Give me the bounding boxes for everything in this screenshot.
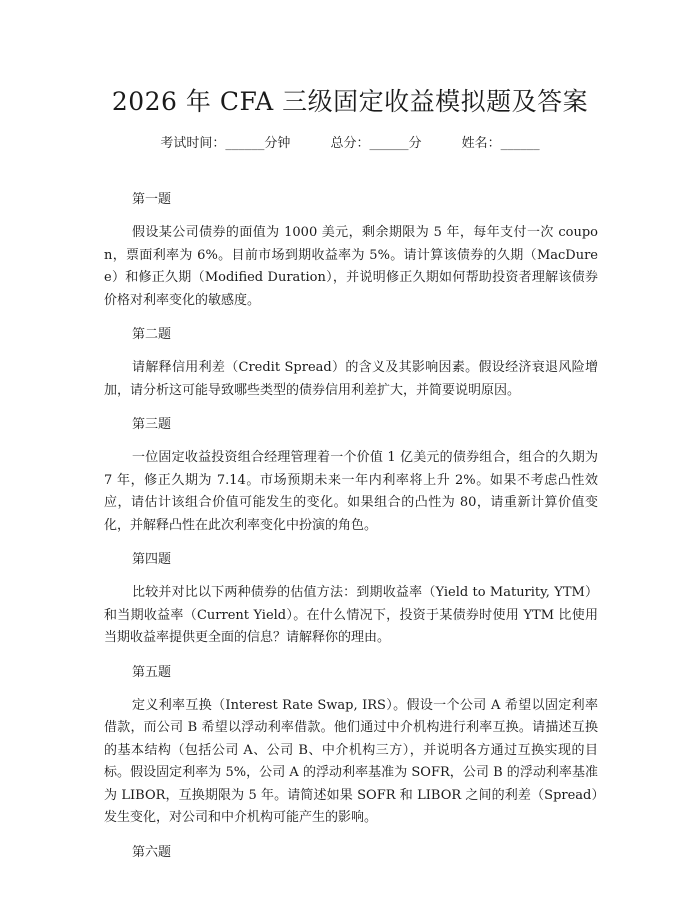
exam-meta-line bbox=[0, 132, 700, 151]
exam-time-label: 考试时间：______分钟 bbox=[160, 136, 291, 151]
question-heading: 第一题 bbox=[132, 192, 172, 207]
question-heading: 第六题 bbox=[132, 844, 172, 860]
question-3 bbox=[104, 415, 598, 537]
question-5 bbox=[104, 663, 598, 830]
student-name-label: 姓名：______ bbox=[461, 136, 540, 151]
question-text: 比较并对比以下两种债券的估值方法：到期收益率（Yield to Maturity, YTM）和当期收益率（Current Yield）。在什么情况下，投资于某债券时使用 YTM 比使用当期收益率提供更全面的信息？请解释你的理由。 bbox=[104, 585, 598, 645]
question-heading: 第四题 bbox=[132, 552, 172, 567]
question-heading: 第五题 bbox=[132, 664, 172, 680]
question-text: 定义利率互换（Interest Rate Swap, IRS）。假设一个公司 A 希望以固定利率借款，而公司 B 希望以浮动利率借款。他们通过中介机构进行利率互换。请描述互换的基本结构（包括公司 A、公司 B、中介机构三方），并说明各方通过互换实现的目标。假设固定利率为 5%，公司 A 的浮动利率基准为 SOFR，公司 B 的浮动利率基准为 LIBOR，互换期限为 5 年。请简述如果 SOFR 和 LIBOR 之间的利差（Spread）发生变化，对公司和中介机构可能产生的影响。 bbox=[104, 697, 598, 825]
question-6 bbox=[104, 843, 598, 863]
question-text: 假设某公司债券的面值为 1000 美元，剩余期限为 5 年，每年支付一次 coupon，票面利率为 6%。目前市场到期收益率为 5%。请计算该债券的久期（MacDuree）和修正久期（Modified Duration），并说明修正久期如何帮助投资者理解该债券价格对利率变化的敏感度。 bbox=[104, 225, 598, 308]
question-2 bbox=[104, 325, 598, 402]
question-heading: 第二题 bbox=[132, 327, 172, 342]
question-heading: 第三题 bbox=[132, 417, 172, 432]
question-1 bbox=[104, 190, 598, 312]
question-text: 一位固定收益投资组合经理管理着一个价值 1 亿美元的债券组合，组合的久期为 7 年，修正久期为 7.14。市场预期未来一年内利率将上升 2%。如果不考虑凸性效应，请估计该组合价值可能发生的变化。如果组合的凸性为 80，请重新计算价值变化，并解释凸性在此次利率变化中扮演的角色。 bbox=[104, 450, 598, 533]
question-list bbox=[104, 190, 598, 863]
total-score-label: 总分：______分 bbox=[330, 136, 422, 151]
page-title: 2026 年 CFA 三级固定收益模拟题及答案 bbox=[111, 87, 589, 116]
question-text: 请解释信用利差（Credit Spread）的含义及其影响因素。假设经济衰退风险增加，请分析这可能导致哪些类型的债券信用利差扩大，并简要说明原因。 bbox=[104, 360, 598, 398]
question-4 bbox=[104, 550, 598, 650]
